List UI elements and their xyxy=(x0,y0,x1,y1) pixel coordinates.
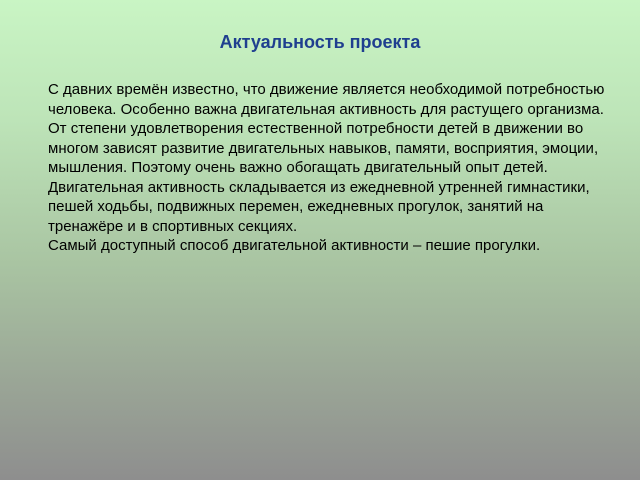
slide-body xyxy=(48,80,608,256)
paragraph-details: От степени удовлетворения естественной потребности детей в движении во многом зависят развитие двигательных навыков, памяти, восприятия, эмоции, мышления. Поэтому очень важно обогащать двигательный опыт детей. Двигательная активность складывается из ежедневной утренней гимнастики, пешей ходьбы, подвижных перемен, ежедневных прогулок, занятий на тренажёре и в спортивных секциях. xyxy=(48,120,599,235)
paragraph-conclusion: Самый доступный способ двигательной активности – пешие прогулки. xyxy=(48,237,541,254)
paragraph-intro: С давних времён известно, что движение является необходимой потребностью человека. Особенно важна двигательная активность для растущего организма. xyxy=(48,81,605,118)
slide-title: Актуальность проекта xyxy=(219,32,421,52)
